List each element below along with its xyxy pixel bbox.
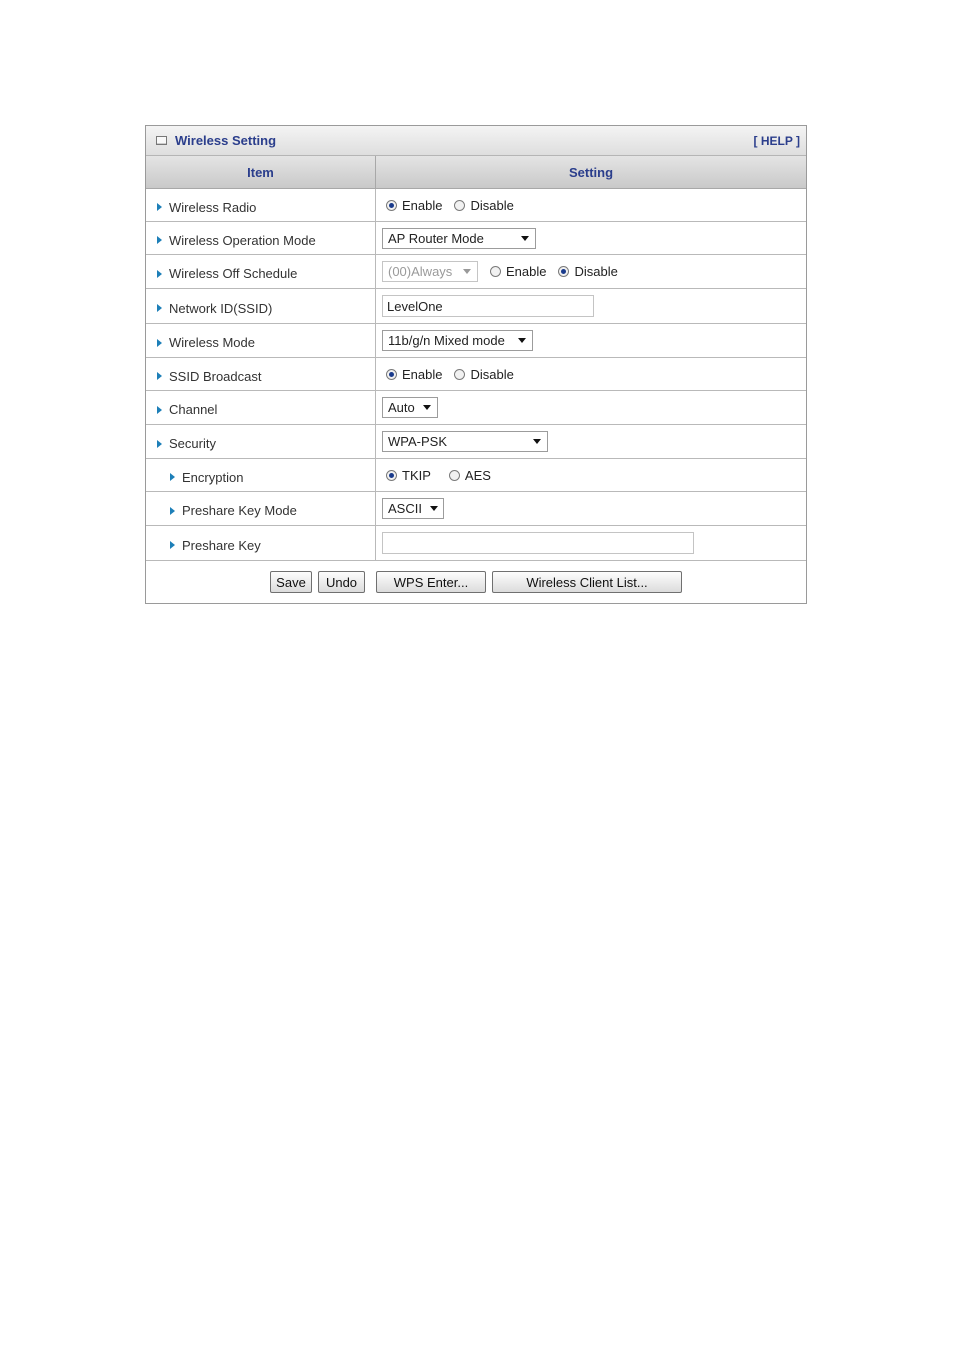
preshare-key-label: Preshare Key — [182, 537, 261, 553]
radio-unselected-icon[interactable] — [490, 266, 501, 277]
row-label — [146, 358, 376, 390]
arrow-right-icon — [157, 236, 162, 244]
help-link[interactable]: [ HELP ] — [753, 133, 800, 148]
wireless-radio-setting — [376, 189, 806, 221]
row-label — [146, 492, 376, 525]
select-value: WPA-PSK — [388, 434, 447, 449]
ssid-label: Network ID(SSID) — [169, 300, 273, 316]
arrow-right-icon — [170, 541, 175, 549]
operation-mode-setting — [376, 222, 806, 254]
row-ssid — [146, 289, 806, 324]
arrow-right-icon — [157, 270, 162, 278]
channel-label: Channel — [169, 402, 218, 417]
ssid-broadcast-disable-option[interactable] — [450, 367, 513, 382]
encryption-setting — [376, 459, 806, 491]
preshare-key-mode-label: Preshare Key Mode — [182, 503, 297, 518]
select-value: AP Router Mode — [388, 230, 484, 246]
save-button[interactable]: Save — [270, 571, 312, 593]
row-label — [146, 289, 376, 323]
row-label — [146, 222, 376, 254]
radio-selected-icon[interactable] — [386, 470, 397, 481]
preshare-key-setting — [376, 526, 806, 560]
table-header — [146, 156, 806, 189]
operation-mode-label: Wireless Operation Mode — [169, 232, 316, 248]
option-label: Enable — [402, 366, 443, 382]
off-schedule-enable-option[interactable] — [486, 264, 546, 279]
row-ssid-broadcast — [146, 358, 806, 391]
chevron-down-icon — [518, 338, 526, 343]
arrow-right-icon — [157, 372, 162, 380]
off-schedule-select[interactable] — [382, 261, 478, 282]
channel-select[interactable] — [382, 397, 438, 418]
ssid-broadcast-label: SSID Broadcast — [169, 368, 262, 384]
chevron-down-icon — [463, 269, 471, 274]
preshare-key-mode-select[interactable] — [382, 498, 444, 519]
channel-setting — [376, 391, 806, 424]
ssid-setting — [376, 289, 806, 323]
select-value: 11b/g/n Mixed mode — [388, 333, 505, 348]
radio-selected-icon[interactable] — [386, 200, 397, 211]
security-label: Security — [169, 436, 216, 451]
row-off-schedule — [146, 255, 806, 289]
wireless-client-list-button[interactable]: Wireless Client List... — [492, 571, 682, 593]
arrow-right-icon — [157, 304, 162, 312]
encryption-tkip-option[interactable] — [382, 468, 431, 483]
security-select[interactable] — [382, 431, 548, 452]
chevron-down-icon — [423, 405, 431, 410]
wireless-radio-enable-option[interactable] — [382, 198, 442, 213]
header-setting: Setting — [568, 164, 614, 180]
select-value: Auto — [388, 400, 415, 415]
row-label — [146, 255, 376, 288]
off-schedule-setting — [376, 255, 806, 288]
row-label — [146, 189, 376, 221]
option-label: Enable — [506, 264, 547, 279]
encryption-aes-option[interactable] — [445, 468, 491, 483]
button-row — [146, 561, 806, 603]
row-label — [146, 526, 376, 560]
option-label: Disable — [470, 366, 514, 382]
encryption-label: Encryption — [182, 469, 244, 485]
undo-button[interactable]: Undo — [318, 571, 365, 593]
radio-unselected-icon[interactable] — [449, 470, 460, 481]
radio-selected-icon[interactable] — [558, 266, 569, 277]
row-wireless-radio — [146, 189, 806, 222]
chevron-down-icon — [430, 506, 438, 511]
arrow-right-icon — [157, 339, 162, 347]
option-label: Enable — [402, 197, 443, 213]
ssid-input[interactable]: LevelOne — [382, 295, 594, 317]
radio-unselected-icon[interactable] — [454, 200, 465, 211]
wireless-radio-disable-option[interactable] — [450, 198, 513, 213]
select-value: (00)Always — [388, 264, 453, 279]
row-label — [146, 459, 376, 491]
off-schedule-label: Wireless Off Schedule — [169, 266, 298, 281]
row-encryption — [146, 459, 806, 492]
arrow-right-icon — [157, 406, 162, 414]
wps-enter-button[interactable]: WPS Enter... — [376, 571, 486, 593]
row-label — [146, 391, 376, 424]
wireless-radio-label: Wireless Radio — [169, 199, 257, 215]
ssid-broadcast-enable-option[interactable] — [382, 367, 442, 382]
row-security — [146, 425, 806, 459]
panel-title-group — [156, 133, 276, 148]
security-setting — [376, 425, 806, 458]
operation-mode-select[interactable] — [382, 228, 536, 249]
row-operation-mode — [146, 222, 806, 255]
wireless-mode-select[interactable] — [382, 330, 533, 351]
option-label: TKIP — [402, 467, 431, 483]
preshare-key-mode-setting — [376, 492, 806, 525]
row-wireless-mode — [146, 324, 806, 358]
row-label — [146, 425, 376, 458]
option-label: Disable — [470, 197, 514, 213]
radio-selected-icon[interactable] — [386, 369, 397, 380]
arrow-right-icon — [157, 440, 162, 448]
option-label: AES — [464, 467, 491, 483]
header-item: Item — [146, 156, 376, 188]
arrow-right-icon — [157, 203, 162, 211]
select-value: ASCII — [388, 501, 422, 516]
window-box-icon — [156, 136, 167, 145]
chevron-down-icon — [521, 236, 529, 241]
radio-unselected-icon[interactable] — [454, 369, 465, 380]
wireless-setting-panel — [145, 125, 807, 604]
preshare-key-input[interactable] — [382, 532, 694, 554]
chevron-down-icon — [533, 439, 541, 444]
ssid-broadcast-setting — [376, 358, 806, 390]
row-preshare-key-mode — [146, 492, 806, 526]
row-channel — [146, 391, 806, 425]
panel-title-bar — [146, 126, 806, 156]
panel-title: Wireless Setting — [175, 133, 277, 148]
off-schedule-disable-option[interactable] — [554, 264, 617, 279]
row-preshare-key — [146, 526, 806, 561]
arrow-right-icon — [170, 473, 175, 481]
arrow-right-icon — [170, 507, 175, 515]
wireless-mode-setting — [376, 324, 806, 357]
row-label — [146, 324, 376, 357]
wireless-mode-label: Wireless Mode — [169, 335, 255, 350]
option-label: Disable — [574, 264, 618, 279]
